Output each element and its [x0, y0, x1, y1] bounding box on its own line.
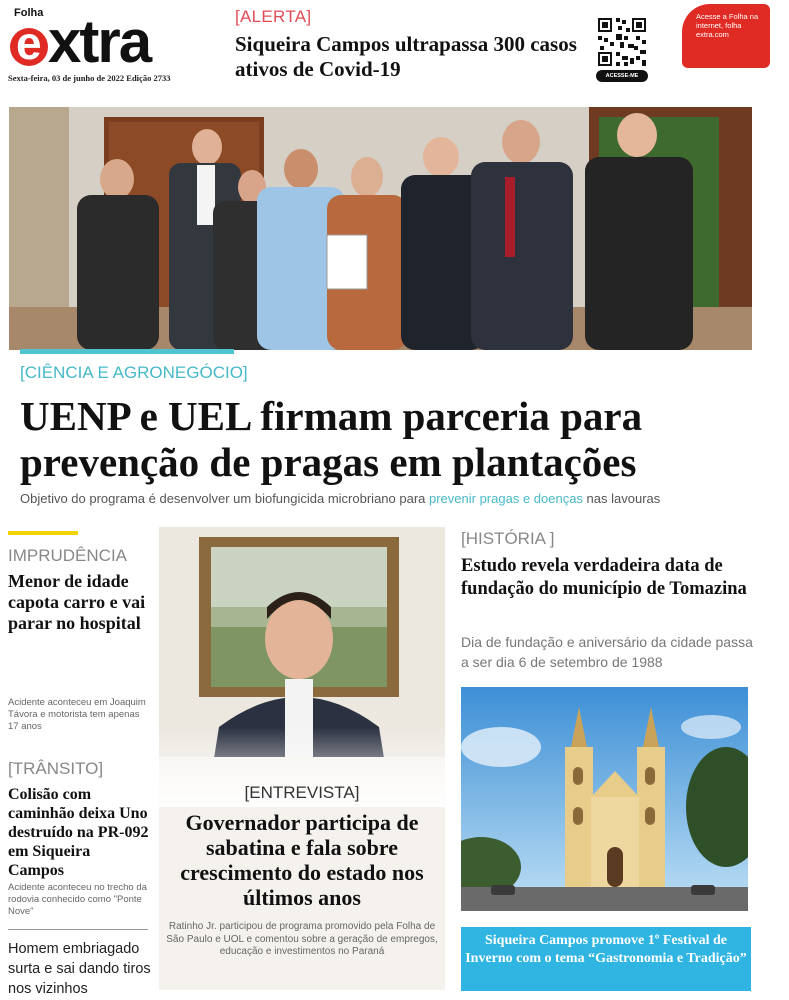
qr-access-label: ACESSE-ME [596, 70, 648, 82]
logo-xtra-text: xtra [48, 8, 151, 75]
interview-tag: [ENTREVISTA] [244, 783, 360, 802]
church-photo[interactable] [461, 687, 748, 911]
festival-banner[interactable]: Siqueira Campos promove 1º Festival de Inverno com o tema “Gastronomia e Tradição” [461, 927, 751, 991]
website-promo-badge[interactable] [682, 4, 770, 68]
logo-e-letter: e [16, 17, 42, 69]
history-headline[interactable]: Estudo revela verdadeira data de fundação do município de Tomazina [461, 556, 747, 599]
main-story-tag: [CIÊNCIA E AGRONEGÓCIO] [20, 363, 248, 382]
story2-tag: [TRÂNSITO] [8, 759, 104, 778]
story1-headline[interactable]: Menor de idade capota carro e vai parar no hospital [8, 571, 146, 633]
main-story-headline[interactable]: UENP e UEL firmam parceria para prevenção de pragas em plantações [20, 393, 643, 485]
history-subtitle: Dia de fundação e aniversário da cidade passa a ser dia 6 de setembro de 1988 [461, 634, 753, 670]
story2-headline[interactable]: Colisão com caminhão deixa Uno destruído na PR-092 em Siqueira Campos [8, 786, 149, 879]
hero-photo-group[interactable] [9, 107, 752, 350]
main-subtitle-highlight: prevenir pragas e doenças [429, 491, 583, 506]
alert-headline-link[interactable]: Siqueira Campos ultrapassa 300 casos ativos de Covid-19 [235, 32, 577, 81]
main-subtitle-end: nas lavouras [582, 491, 661, 506]
main-subtitle-start: Objetivo do programa é desenvolver um biofungicida microbriano para [20, 491, 429, 506]
story2-subtitle: Acidente aconteceu no trecho da rodovia conhecido como "Ponte Nove" [8, 882, 147, 917]
logo-folha-text: Folha [14, 7, 44, 19]
interview-headline[interactable]: Governador participa de sabatina e fala sobre crescimento do estado nos últimos anos [180, 810, 424, 910]
story1-tag: IMPRUDÊNCIA [8, 546, 128, 565]
edition-date-line: Sexta-feira, 03 de junho de 2022 Edição 2733 [8, 73, 171, 83]
yellow-accent-bar [8, 531, 78, 535]
main-story-subtitle [20, 491, 660, 506]
left-column-divider [8, 929, 148, 930]
interview-subtitle: Ratinho Jr. participou de programa promovido pela Folha de São Paulo e UOL e comentou sobre a geração de empregos, educação e investimentos no Paraná [166, 921, 438, 957]
folha-extra-logo[interactable] [6, 6, 202, 75]
hero-teal-underline [20, 349, 234, 354]
history-tag: [HISTÓRIA ] [461, 529, 555, 548]
story3-headline[interactable]: Homem embriagado surta e sai dando tiros nos vizinhos [8, 941, 151, 997]
website-promo-text: Acesse a Folha na internet, folha extra.com [696, 12, 759, 39]
alert-tag: [ALERTA] [235, 7, 312, 26]
qr-code-icon[interactable] [596, 16, 648, 68]
story1-subtitle: Acidente aconteceu em Joaquim Távora e motorista tem apenas 17 anos [8, 697, 146, 732]
